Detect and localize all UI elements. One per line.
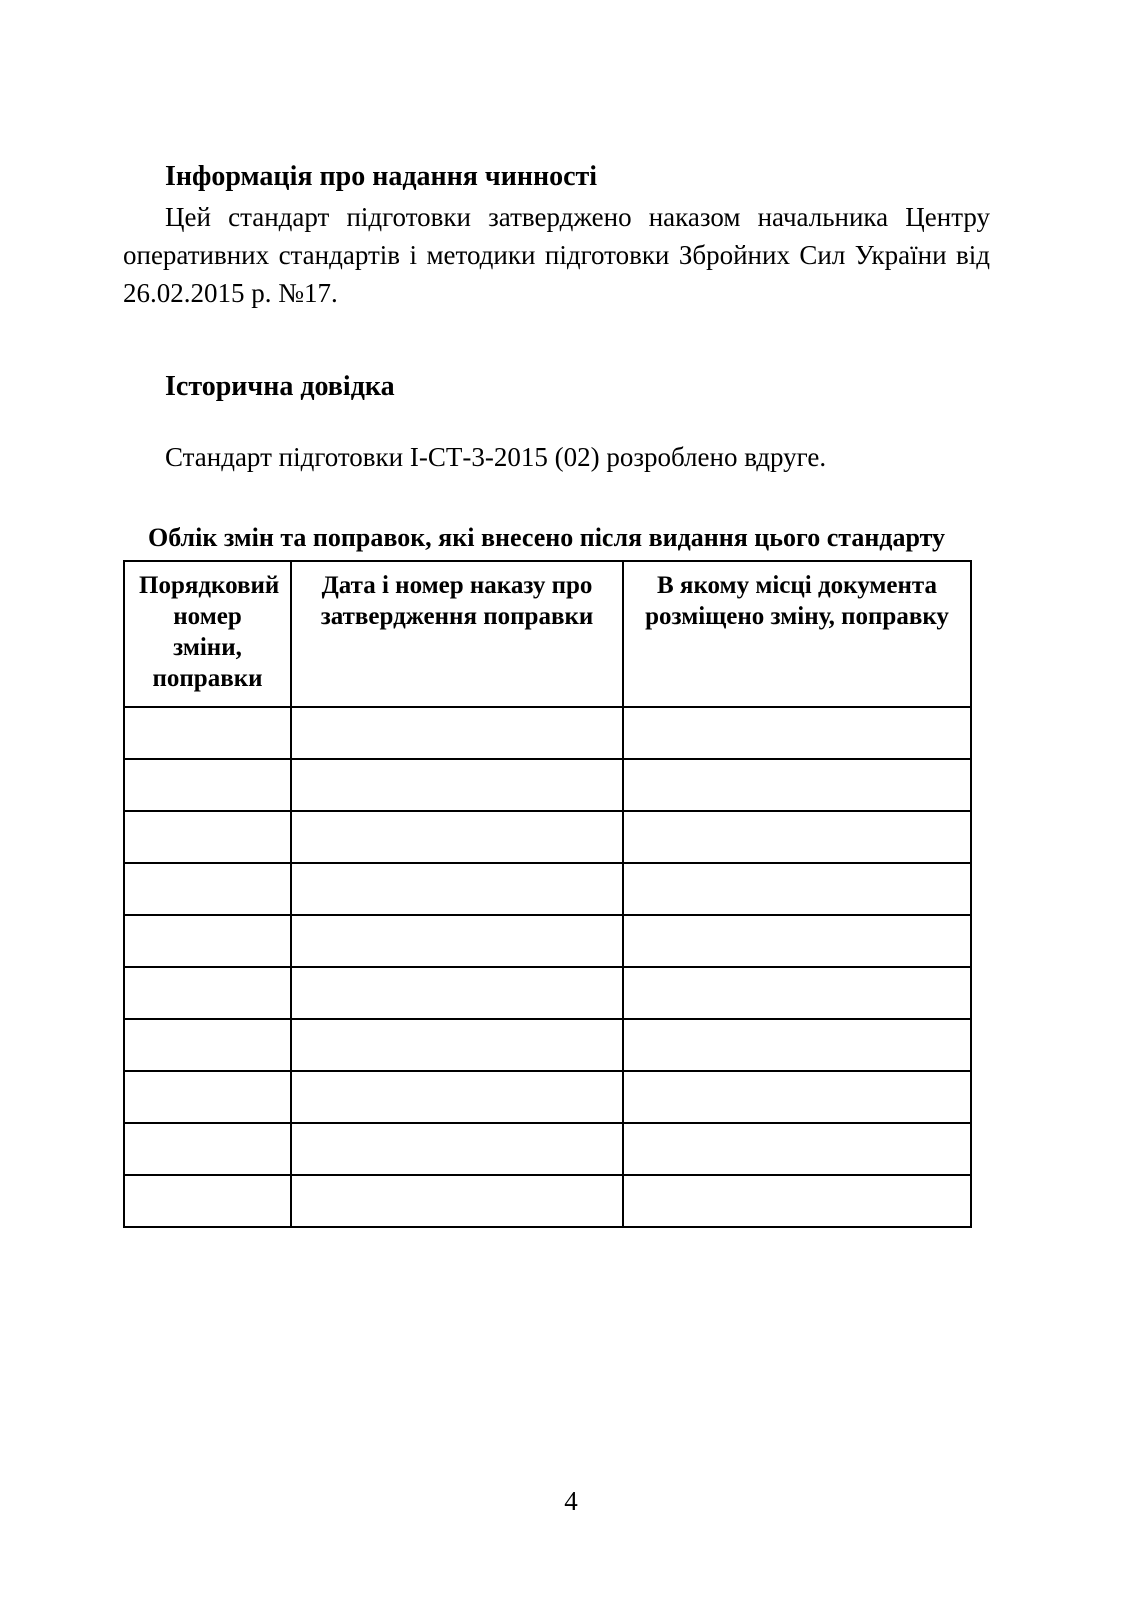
page-number: 4 — [564, 1486, 578, 1516]
table-cell-empty — [124, 1019, 291, 1071]
table-cell-empty — [124, 915, 291, 967]
table-row — [124, 1175, 971, 1227]
amendments-table-caption: Облік змін та поправок, які внесено після видання цього стандарту — [147, 523, 946, 552]
table-cell-empty — [623, 811, 971, 863]
table-row — [124, 811, 971, 863]
table-cell-empty — [291, 707, 623, 759]
amendments-table-header — [124, 561, 971, 707]
table-cell-empty — [124, 811, 291, 863]
table-cell-empty — [291, 967, 623, 1019]
table-row — [124, 915, 971, 967]
amendments-table-body — [124, 707, 971, 1227]
table-cell-empty — [623, 1019, 971, 1071]
table-cell-empty — [124, 1175, 291, 1227]
table-cell-empty — [623, 759, 971, 811]
table-row — [124, 1019, 971, 1071]
table-cell-empty — [291, 811, 623, 863]
table-cell-empty — [124, 707, 291, 759]
table-row — [124, 863, 971, 915]
table-row — [124, 707, 971, 759]
table-row — [124, 1123, 971, 1175]
table-row — [124, 1071, 971, 1123]
column-header-order-date-number: Дата і номер наказу про затвердження поправки — [291, 561, 623, 707]
table-cell-empty — [124, 1071, 291, 1123]
table-row — [124, 759, 971, 811]
history-section-heading: Історична довідка — [165, 371, 395, 402]
table-cell-empty — [291, 1123, 623, 1175]
table-cell-empty — [291, 1175, 623, 1227]
validity-section-heading: Інформація про надання чинності — [165, 161, 598, 192]
table-cell-empty — [623, 707, 971, 759]
table-cell-empty — [291, 863, 623, 915]
amendments-table — [123, 560, 972, 1228]
table-cell-empty — [124, 759, 291, 811]
table-cell-empty — [623, 967, 971, 1019]
table-row — [124, 967, 971, 1019]
table-cell-empty — [623, 1071, 971, 1123]
table-cell-empty — [291, 915, 623, 967]
table-cell-empty — [124, 967, 291, 1019]
validity-section-paragraph: Цей стандарт підготовки затверджено наказом начальника Центру оперативних стандартів і методики підготовки Збройних Сил України від 26.02.2015 р. №17. — [123, 202, 990, 308]
table-cell-empty — [124, 1123, 291, 1175]
table-cell-empty — [623, 1123, 971, 1175]
table-cell-empty — [623, 915, 971, 967]
column-header-change-location: В якому місці документа розміщено зміну, поправку — [623, 561, 971, 707]
table-header-row — [124, 561, 971, 707]
column-header-change-number: Порядковий номер зміни, поправки — [124, 561, 291, 707]
table-cell-empty — [291, 1019, 623, 1071]
table-cell-empty — [623, 1175, 971, 1227]
table-cell-empty — [291, 759, 623, 811]
table-cell-empty — [124, 863, 291, 915]
table-cell-empty — [623, 863, 971, 915]
table-cell-empty — [291, 1071, 623, 1123]
history-section-paragraph: Стандарт підготовки І-СТ-3-2015 (02) розроблено вдруге. — [165, 442, 827, 472]
